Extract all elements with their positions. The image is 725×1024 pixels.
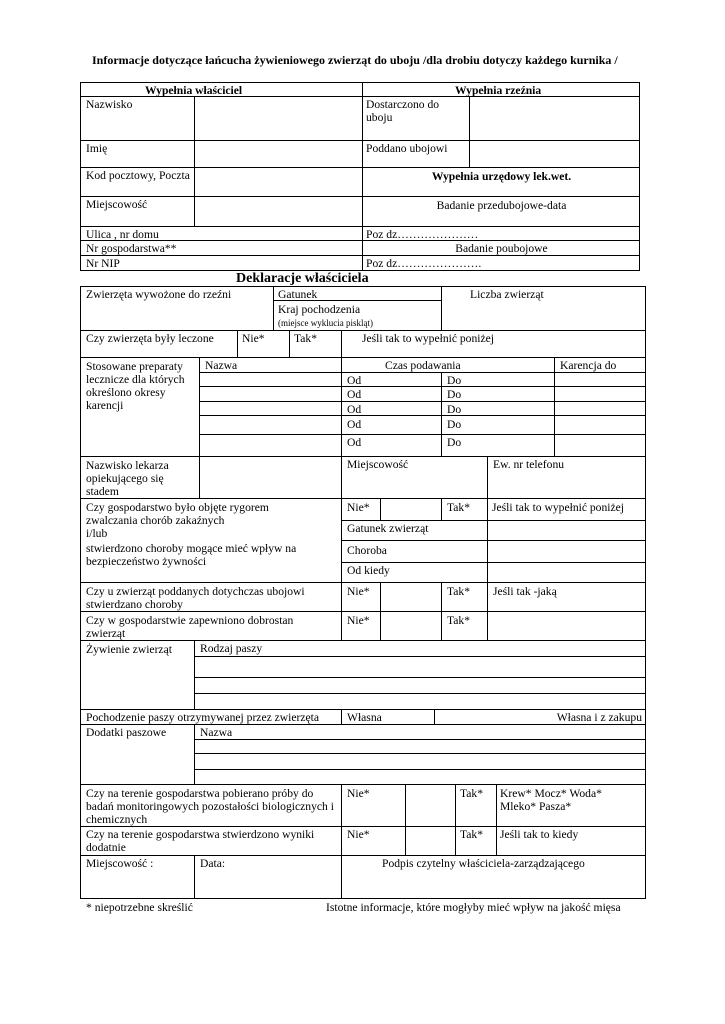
poz-dz-1[interactable]: Poz dz………………… xyxy=(366,228,479,241)
page-title: Informacje dotyczące łańcucha żywieniowego zwierząt do uboju /dla drobiu dotyczy każdego kurnika / xyxy=(92,53,618,67)
label-gatunek-zw: Gatunek zwierząt xyxy=(347,522,429,535)
od-5: Od xyxy=(347,436,362,449)
checkbox-dobrostan-nie[interactable]: Nie* xyxy=(347,614,370,627)
label-nazwisko: Nazwisko xyxy=(86,98,133,111)
label-preparaty: Stosowane preparaty lecznicze dla których określono okresy karencji xyxy=(86,360,185,412)
od-2: Od xyxy=(347,388,362,401)
label-gatunek: Gatunek xyxy=(278,288,318,301)
label-leczone: Czy zwierzęta były leczone xyxy=(86,332,214,345)
label-jesli-kiedy: Jeśli tak to kiedy xyxy=(500,828,579,841)
input-dostarczono[interactable] xyxy=(471,98,637,138)
input-miejscowosc[interactable] xyxy=(196,198,360,224)
option-wlasna-zakup[interactable]: Własna i z zakupu xyxy=(556,711,642,724)
label-wywozone: Zwierzęta wywożone do rzeźni xyxy=(86,288,232,301)
checkbox-proby-nie[interactable]: Nie* xyxy=(347,787,370,800)
label-krew[interactable]: Krew* Mocz* Woda* Mleko* Pasza* xyxy=(500,787,602,813)
header-karencja: Karencja do xyxy=(560,359,617,372)
input-imie[interactable] xyxy=(196,142,360,166)
label-kraj-note: (miejsce wyklucia piskląt) xyxy=(278,318,373,328)
label-ilub: i/lub xyxy=(86,527,108,540)
label-podpis: Podpis czytelny właściciela-zarządzającego xyxy=(382,857,585,870)
label-data: Data: xyxy=(200,857,226,870)
label-pochodzenie-paszy: Pochodzenie paszy otrzymywanej przez zwierzęta xyxy=(86,711,320,724)
label-poddanych: Czy u zwierząt poddanych dotychczas ubojowi stwierdzano choroby xyxy=(86,585,305,611)
checkbox-leczone-tak[interactable]: Tak* xyxy=(294,332,318,345)
owner-header: Wypełnia właściciel xyxy=(145,84,243,97)
footer-info: Istotne informacje, które mogłyby mieć wpływ na jakość mięsa xyxy=(326,901,621,914)
label-jesli-ponizej-2: Jeśli tak to wypełnić poniżej xyxy=(492,501,625,514)
checkbox-wyniki-nie[interactable]: Nie* xyxy=(347,828,370,841)
od-3: Od xyxy=(347,403,362,416)
label-rodzaj-paszy: Rodzaj paszy xyxy=(200,642,263,655)
label-choroba: Choroba xyxy=(347,544,387,557)
footer-note: * niepotrzebne skreślić xyxy=(86,901,193,914)
label-proby: Czy na terenie gospodarstwa pobierano próby do badań monitoringowych pozostałości biologicznych i chemicznych xyxy=(86,787,334,826)
vet-header: Wypełnia urzędowy lek.wet. xyxy=(431,170,572,183)
label-miejscowosc: Miejscowość xyxy=(86,198,148,211)
header-nazwa-dodatki: Nazwa xyxy=(200,726,233,739)
option-wlasna[interactable]: Własna xyxy=(347,711,382,724)
checkbox-poddanych-nie[interactable]: Nie* xyxy=(347,585,370,598)
declaration-title: Deklaracje właściciela xyxy=(236,271,369,286)
label-stwierdzono: stwierdzono choroby mogące mieć wpływ na bezpieczeństwo żywności xyxy=(86,542,297,568)
header-nazwa: Nazwa xyxy=(205,359,238,372)
label-dostarczono: Dostarczono do uboju xyxy=(366,98,440,124)
do-5: Do xyxy=(447,436,462,449)
header-czas: Czas podawania xyxy=(385,359,461,372)
do-3: Do xyxy=(447,403,462,416)
label-miejscowosc-sig: Miejscowość : xyxy=(86,857,154,870)
checkbox-rygor-nie[interactable]: Nie* xyxy=(347,501,370,514)
od-4: Od xyxy=(347,418,362,431)
label-kraj: Kraj pochodzenia xyxy=(278,303,361,316)
input-nazwisko[interactable] xyxy=(196,98,360,138)
label-poddano: Poddano ubojowi xyxy=(366,142,448,155)
label-lekarz: Nazwisko lekarza opiekującego się stadem xyxy=(86,459,169,498)
label-jesli-jaka: Jeśli tak -jaką xyxy=(493,585,557,598)
checkbox-proby-tak[interactable]: Tak* xyxy=(460,787,484,800)
label-badanie-przed: Badanie przedubojowe-data xyxy=(436,199,567,212)
od-1: Od xyxy=(347,374,362,387)
label-dobrostan: Czy w gospodarstwie zapewniono dobrostan zwierząt xyxy=(86,614,294,640)
label-rygor: Czy gospodarstwo było objęte rygorem zwalczania chorób zakaźnych xyxy=(86,501,269,527)
label-ulica: Ulica , nr domu xyxy=(86,228,159,241)
input-poddano[interactable] xyxy=(471,142,637,166)
do-1: Do xyxy=(447,374,462,387)
label-badanie-po: Badanie poubojowe xyxy=(455,242,548,255)
poz-dz-2[interactable]: Poz dz…………………. xyxy=(366,257,482,270)
label-nip: Nr NIP xyxy=(86,257,120,270)
checkbox-leczone-nie[interactable]: Nie* xyxy=(242,332,265,345)
label-nr-gosp: Nr gospodarstwa** xyxy=(86,242,177,255)
checkbox-poddanych-tak[interactable]: Tak* xyxy=(447,585,471,598)
label-telefon: Ew. nr telefonu xyxy=(493,458,565,471)
label-zywienie: Żywienie zwierząt xyxy=(86,643,172,656)
label-jesli-ponizej: Jeśli tak to wypełnić poniżej xyxy=(362,332,495,345)
label-kod: Kod pocztowy, Poczta xyxy=(86,169,190,182)
label-imie: Imię xyxy=(86,142,108,155)
label-liczba: Liczba zwierząt xyxy=(470,288,544,301)
input-kod[interactable] xyxy=(196,169,360,195)
label-dodatki: Dodatki paszowe xyxy=(86,726,167,739)
label-wyniki: Czy na terenie gospodarstwa stwierdzono wyniki dodatnie xyxy=(86,828,315,854)
checkbox-wyniki-tak[interactable]: Tak* xyxy=(460,828,484,841)
checkbox-dobrostan-tak[interactable]: Tak* xyxy=(447,614,471,627)
label-od-kiedy: Od kiedy xyxy=(347,564,390,577)
do-4: Do xyxy=(447,418,462,431)
label-miejscowosc-lek: Miejscowość xyxy=(347,458,409,471)
abattoir-header: Wypełnia rzeźnia xyxy=(455,84,542,97)
checkbox-rygor-tak[interactable]: Tak* xyxy=(447,501,471,514)
do-2: Do xyxy=(447,388,462,401)
